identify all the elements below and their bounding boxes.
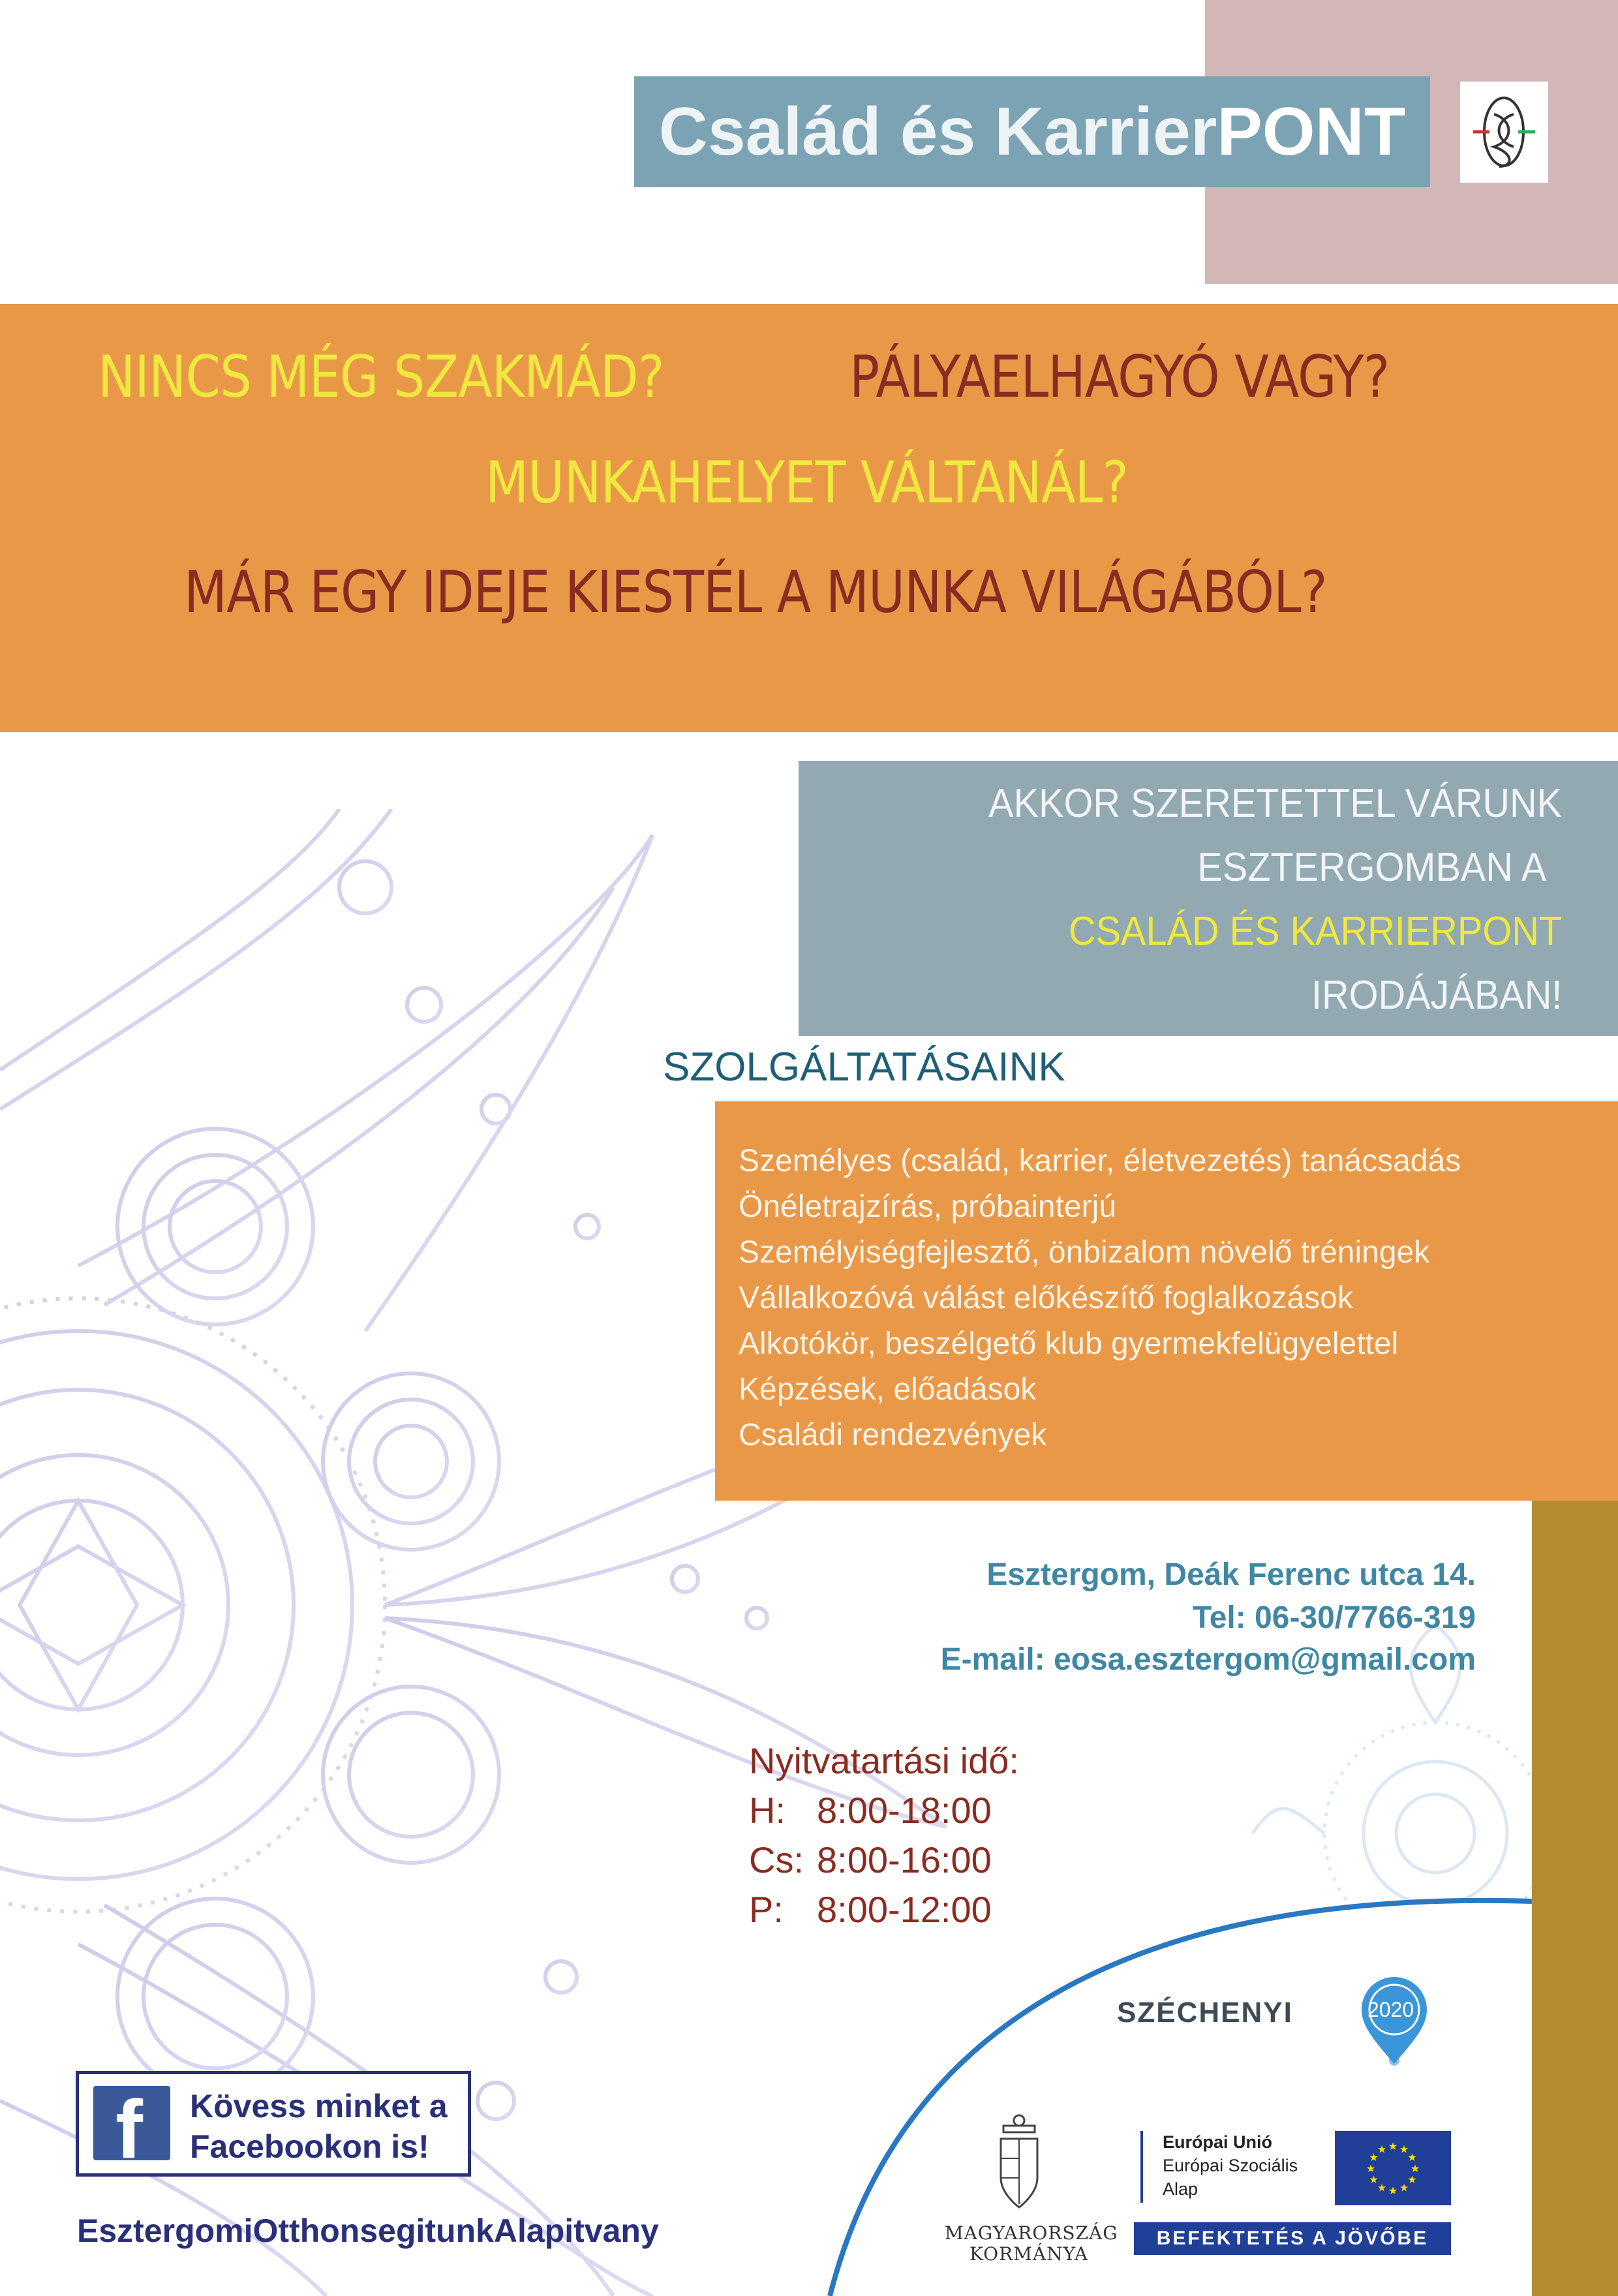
eu-star: ★ — [1407, 2175, 1417, 2186]
eu-star: ★ — [1369, 2152, 1379, 2164]
contact-email[interactable]: E-mail: eosa.esztergom@gmail.com — [940, 1642, 1476, 1677]
eu-star: ★ — [1407, 2152, 1417, 2164]
eu-star: ★ — [1377, 2144, 1387, 2156]
eu-star: ★ — [1388, 2186, 1398, 2197]
eu-line-3: Alap — [1163, 2179, 1198, 2199]
service-item: Családi rendezvények — [739, 1418, 1047, 1452]
hours-time: 8:00-16:00 — [817, 1839, 992, 1880]
eu-star: ★ — [1377, 2182, 1387, 2194]
services-list — [715, 1101, 1618, 1501]
hours-day: H: — [749, 1790, 786, 1831]
question-3: MUNKAHELYET VÁLTANÁL? — [485, 449, 1129, 516]
invite-line-3: CSALÁD ÉS KARRIERPONT — [1068, 909, 1562, 954]
family-knot-logo-icon — [1460, 82, 1548, 183]
hungary-coat-of-arms-icon — [997, 2113, 1041, 2211]
gold-side-bar — [1532, 1501, 1618, 2296]
eu-flag-icon — [1335, 2131, 1451, 2205]
hours-row — [749, 1789, 992, 1831]
title-banner — [634, 76, 1430, 187]
eu-star: ★ — [1388, 2141, 1398, 2152]
service-item: Alkotókör, beszélgető klub gyermekfelügyelettel — [739, 1326, 1399, 1361]
questions-band — [0, 304, 1618, 732]
szechenyi-label: SZÉCHENYI — [1117, 1997, 1293, 2028]
invite-line-2: ESZTERGOMBAN A — [1197, 845, 1546, 890]
page-title — [659, 93, 1406, 171]
invest-banner: BEFEKTETÉS A JÖVŐBE — [1134, 2222, 1451, 2255]
gov-line-2: KORMÁNYA — [969, 2243, 1089, 2265]
facebook-handle[interactable]: EsztergomiOtthonsegitunkAlapitvany — [77, 2212, 659, 2249]
service-item: Önéletrajzírás, próbainterjú — [739, 1189, 1116, 1224]
eu-divider — [1140, 2131, 1143, 2203]
question-2: PÁLYAELHAGYÓ VAGY? — [849, 343, 1390, 410]
facebook-box[interactable] — [76, 2071, 471, 2177]
service-item: Képzések, előadások — [739, 1372, 1037, 1407]
facebook-line-1: Kövess minket a — [190, 2088, 448, 2124]
contact-phone[interactable]: Tel: 06-30/7766-319 — [1192, 1600, 1476, 1635]
eu-line-1: Európai Unió — [1163, 2132, 1272, 2152]
question-1: NINCS MÉG SZAKMÁD? — [98, 343, 664, 410]
invite-box — [799, 761, 1618, 1036]
hours-day: Cs: — [749, 1839, 804, 1880]
title-part-2: PONT — [1217, 93, 1406, 170]
szechenyi-year: 2020 — [1367, 1998, 1414, 2021]
facebook-line-2: Facebookon is! — [190, 2128, 429, 2165]
invite-line-1: AKKOR SZERETETTEL VÁRUNK — [988, 781, 1562, 826]
gov-line-1: MAGYARORSZÁG — [945, 2222, 1118, 2244]
hours-time: 8:00-18:00 — [817, 1790, 992, 1831]
invite-line-4: IRODÁJÁBAN! — [1311, 973, 1562, 1018]
service-item: Személyiségfejlesztő, önbizalom növelő tréningek — [739, 1235, 1430, 1270]
question-4: MÁR EGY IDEJE KIESTÉL A MUNKA VILÁGÁBÓL? — [184, 559, 1327, 626]
hours-time: 8:00-12:00 — [817, 1889, 992, 1930]
service-item: Személyes (család, karrier, életvezetés) tanácsadás — [739, 1144, 1461, 1178]
service-item: Vállalkozóvá válást előkészítő foglalkozások — [739, 1281, 1353, 1315]
szechenyi-pin-icon — [1358, 1976, 1430, 2047]
eu-line-2: Európai Szociális — [1163, 2156, 1298, 2175]
hours-day: P: — [749, 1889, 784, 1930]
eu-star: ★ — [1410, 2164, 1420, 2175]
eu-star: ★ — [1399, 2144, 1409, 2156]
eu-star: ★ — [1369, 2175, 1379, 2186]
services-heading: SZOLGÁLTATÁSAINK — [663, 1045, 1065, 1090]
facebook-icon[interactable]: f — [93, 2086, 170, 2160]
hours-heading: Nyitvatartási idő: — [749, 1740, 1019, 1781]
eu-star: ★ — [1366, 2164, 1376, 2175]
eu-star: ★ — [1399, 2182, 1409, 2194]
contact-address: Esztergom, Deák Ferenc utca 14. — [986, 1557, 1476, 1592]
title-part-1: Család és Karrier — [658, 93, 1217, 170]
